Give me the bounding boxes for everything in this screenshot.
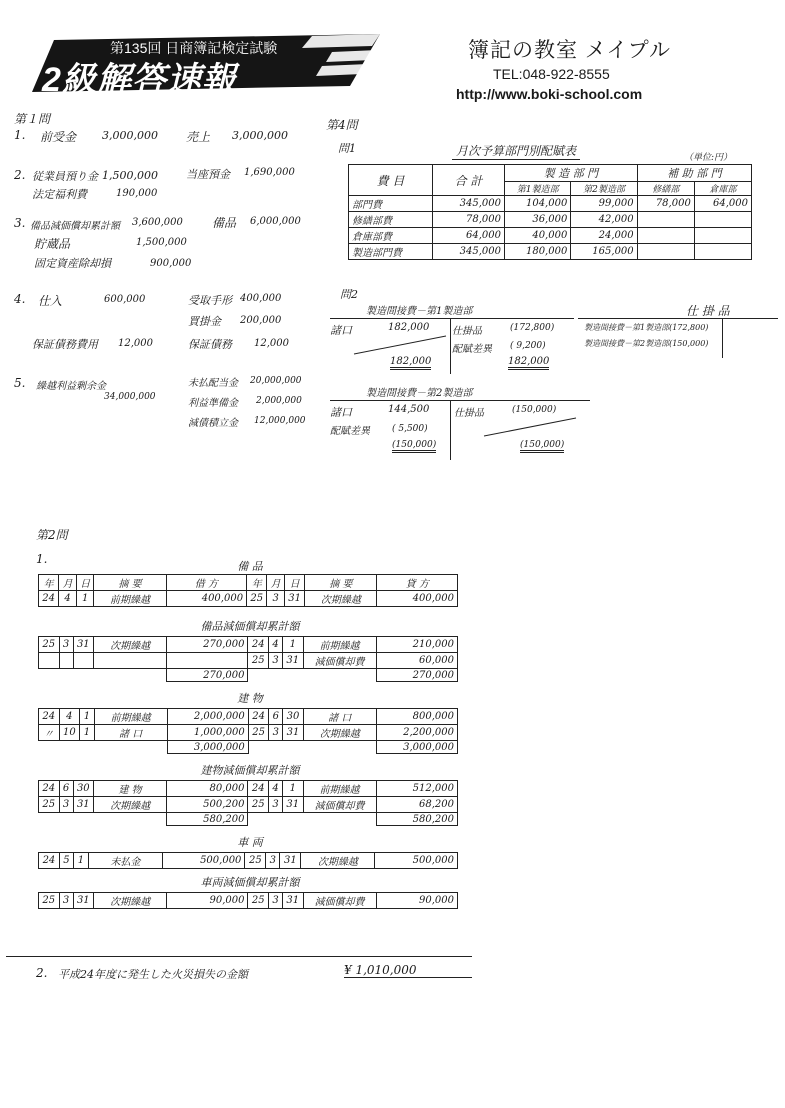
ledger-header-cell: 日 <box>284 575 304 591</box>
t-account-1-topline <box>330 318 574 319</box>
ledger-cell: 次期繰越 <box>94 637 167 653</box>
ledger-cell: 10 <box>59 725 80 741</box>
school-tel: TEL:048-922-8555 <box>493 66 610 82</box>
q1-debit-account: 仕入 <box>38 294 63 308</box>
ledger-table <box>38 780 458 826</box>
ledger-cell: 80,000 <box>167 781 248 797</box>
q1-debit-amount: 1,500,000 <box>102 169 158 182</box>
ledger-table <box>38 852 458 869</box>
table-row <box>39 781 458 797</box>
ledger-cell: 31 <box>284 591 304 607</box>
cell: 78,000 <box>433 212 505 228</box>
cell <box>694 212 751 228</box>
ledger-cell: 3 <box>269 893 283 909</box>
ledger-header-cell: 日 <box>76 575 94 591</box>
ledger-cell: 31 <box>282 653 303 669</box>
ledger-cell: 24 <box>39 591 59 607</box>
q1-credit-amount: 400,000 <box>240 293 282 304</box>
ledger-table <box>38 708 458 754</box>
ledger-cell: 減価償却費 <box>303 653 376 669</box>
t-account-1-title: 製造間接費－第1製造部 <box>366 306 473 317</box>
ledger-title: 建 物 <box>237 692 263 705</box>
sokuho-title: 2級解答速報 <box>42 61 237 99</box>
ledger-cell: 次期繰越 <box>305 591 377 607</box>
t-account-3-topline <box>578 318 778 319</box>
q1-credit-account: 買掛金 <box>188 315 221 328</box>
ledger-cell <box>39 653 60 669</box>
q4-part2-label: 問2 <box>340 288 358 301</box>
ledger-cell: 6 <box>59 781 73 797</box>
q1-credit-account: 利益準備金 <box>188 398 238 409</box>
ledger-header-cell: 貸 方 <box>377 575 458 591</box>
q1-credit-amount: 2,000,000 <box>256 396 302 406</box>
table-row <box>349 196 752 212</box>
t2-dr-label: 諸口 <box>330 406 352 419</box>
q1-credit-amount: 12,000 <box>254 338 289 349</box>
cell <box>694 244 751 260</box>
ledger-cell: 25 <box>245 853 266 869</box>
cell: 78,000 <box>637 196 694 212</box>
t1-cr1-amount: (172,800) <box>510 323 555 333</box>
table-row <box>349 244 752 260</box>
cell: 165,000 <box>571 244 637 260</box>
ledger-title: 車両減価償却累計額 <box>200 876 300 889</box>
ledger-cell: 3 <box>267 591 285 607</box>
q1-debit-account: 貯蔵品 <box>34 237 71 251</box>
t1-dr-amount: 182,000 <box>388 322 430 333</box>
q1-debit-amount: 3,600,000 <box>132 217 183 228</box>
ledger-cell: 2,000,000 <box>167 709 248 725</box>
hdr-shuzen: 修繕部 <box>637 182 694 196</box>
ledger-cell: 前期繰越 <box>94 591 166 607</box>
ledger-cell: 512,000 <box>376 781 457 797</box>
cell: 倉庫部費 <box>349 228 433 244</box>
ledger-header-cell: 月 <box>59 575 77 591</box>
ledger-cell: 31 <box>282 797 303 813</box>
ledger-header-cell: 年 <box>247 575 267 591</box>
cell: 345,000 <box>433 196 505 212</box>
allocation-table <box>348 164 752 260</box>
ledger-cell: 500,200 <box>167 797 248 813</box>
q1-credit-account: 未払配当金 <box>188 378 238 389</box>
t2-total-right: (150,000) <box>520 440 564 453</box>
ledger-cell: 1 <box>80 709 95 725</box>
ledger-cell: 減価償却費 <box>303 797 376 813</box>
cell: 180,000 <box>505 244 571 260</box>
ledger-cell: 次期繰越 <box>301 853 375 869</box>
cell: 製造部門費 <box>349 244 433 260</box>
ledger-header-row <box>39 575 458 591</box>
ledger-table <box>38 892 458 909</box>
hdr-total: 合 計 <box>433 165 505 196</box>
q1-item-no: 2. <box>14 168 26 182</box>
t-account-3-title: 仕 掛 品 <box>686 304 730 318</box>
ledger-total-row <box>39 813 458 826</box>
ledger-table <box>38 574 458 607</box>
ledger-total-right: 3,000,000 <box>376 741 457 754</box>
q2-part2-value: ¥ 1,010,000 <box>344 963 472 978</box>
ledger-cell: 800,000 <box>376 709 457 725</box>
ledger-cell: 25 <box>248 893 269 909</box>
q1-debit-account: 前受金 <box>40 130 77 144</box>
ledger-cell: 400,000 <box>166 591 246 607</box>
ledger-header-cell: 月 <box>267 575 285 591</box>
table-row <box>39 709 458 725</box>
ledger-cell: 90,000 <box>376 893 457 909</box>
ledger-cell: 4 <box>59 591 77 607</box>
t2-strike-line <box>482 416 578 438</box>
ledger-cell: 3 <box>269 797 283 813</box>
q1-credit-amount: 1,690,000 <box>244 167 295 178</box>
q1-item-no: 4. <box>14 292 26 306</box>
school-url[interactable]: http://www.boki-school.com <box>456 86 643 102</box>
hdr-hojo: 補 助 部 門 <box>637 165 751 182</box>
t-account-2-divider <box>450 400 451 460</box>
t3-line1: 製造間接費－第1製造部(172,800) <box>584 323 709 332</box>
exam-title: 第135回 日商簿記検定試験 <box>110 40 278 56</box>
t-account-2-title: 製造間接費－第2製造部 <box>366 388 473 399</box>
ledger-total-left: 270,000 <box>167 669 248 682</box>
q1-debit-amount: 600,000 <box>104 294 146 305</box>
ledger-cell: 5 <box>59 853 73 869</box>
q1-credit-account: 備品 <box>212 216 237 230</box>
table-row <box>39 725 458 741</box>
ledger-cell: 次期繰越 <box>303 725 376 741</box>
cell: 36,000 <box>505 212 571 228</box>
ledger-title: 車 両 <box>237 836 263 849</box>
q1-credit-account: 減債積立金 <box>188 418 238 429</box>
table-row <box>39 893 458 909</box>
q1-item-no: 1. <box>14 128 26 142</box>
q2-part2-no: 2. <box>36 966 48 980</box>
ledger-cell: 前期繰越 <box>94 709 167 725</box>
ledger-cell: 30 <box>73 781 94 797</box>
cell: 42,000 <box>571 212 637 228</box>
school-name: 簿記の教室 メイプル <box>468 39 671 62</box>
ledger-cell <box>94 653 167 669</box>
ledger-cell: 3 <box>59 637 73 653</box>
cell: 24,000 <box>571 228 637 244</box>
t1-dr-label: 諸口 <box>330 324 352 337</box>
ledger-cell: 24 <box>39 853 60 869</box>
ledger-cell: 270,000 <box>167 637 248 653</box>
ledger-total-row <box>39 741 458 754</box>
cell <box>637 244 694 260</box>
ledger-cell: 500,000 <box>162 853 245 869</box>
ledger-cell: 2,200,000 <box>376 725 457 741</box>
q1-debit-amount: 900,000 <box>150 258 192 269</box>
q1-credit-account: 売上 <box>186 130 211 144</box>
ledger-cell: 68,200 <box>376 797 457 813</box>
ledger-cell: 25 <box>248 797 269 813</box>
cell <box>694 228 751 244</box>
ledger-cell <box>73 653 94 669</box>
hdr-item: 費 目 <box>349 165 433 196</box>
q1-item-no: 5. <box>14 376 26 390</box>
ledger-cell: 1 <box>76 591 94 607</box>
table-row <box>39 653 458 669</box>
q1-credit-amount: 12,000,000 <box>254 416 306 426</box>
table-row <box>349 228 752 244</box>
ledger-title: 備品減価償却累計額 <box>200 620 300 633</box>
cell: 40,000 <box>505 228 571 244</box>
ledger-cell: 建 物 <box>94 781 167 797</box>
hdr-soko: 倉庫部 <box>694 182 751 196</box>
q1-debit-account: 固定資産除却損 <box>34 257 111 270</box>
ledger-cell: 1 <box>80 725 95 741</box>
ledger-cell: 24 <box>248 637 269 653</box>
ledger-cell: 25 <box>248 725 269 741</box>
ledger-cell: 前期繰越 <box>303 637 376 653</box>
ledger-cell: 前期繰越 <box>303 781 376 797</box>
ledger-cell: 1 <box>282 637 303 653</box>
ledger-cell: 6 <box>269 709 283 725</box>
q1-debit-account: 備品減価償却累計額 <box>30 221 120 232</box>
t2-dr-amount: 144,500 <box>388 404 430 415</box>
table-row <box>39 637 458 653</box>
hdr-seizo: 製 造 部 門 <box>505 165 638 182</box>
ledger-cell: 諸 口 <box>94 725 167 741</box>
ledger-cell: 25 <box>39 637 60 653</box>
hdr-seizo2: 第2製造部 <box>571 182 637 196</box>
ledger-cell <box>167 653 248 669</box>
ledger-header-cell: 摘 要 <box>305 575 377 591</box>
ledger-cell: 諸 口 <box>303 709 376 725</box>
t1-total-right: 182,000 <box>508 356 549 370</box>
table-row <box>39 591 458 607</box>
t1-strike-line <box>352 334 448 356</box>
q1-credit-amount: 20,000,000 <box>250 376 302 386</box>
ledger-cell: 24 <box>248 709 269 725</box>
ledger-title: 建物減価償却累計額 <box>200 764 300 777</box>
ledger-cell: 3 <box>266 853 280 869</box>
t2-cr1-amount: (150,000) <box>512 405 557 415</box>
t-account-2-topline <box>330 400 590 401</box>
t1-cr2-amount: ( 9,200) <box>510 341 546 351</box>
t2-dr2-label: 配賦差異 <box>330 426 370 437</box>
table-row <box>349 212 752 228</box>
q1-debit-account: 繰越利益剰余金 <box>36 381 106 392</box>
ledger-cell: 31 <box>280 853 301 869</box>
ledger-cell: 24 <box>248 781 269 797</box>
q4-title: 第4問 <box>326 118 358 132</box>
cell: 64,000 <box>433 228 505 244</box>
q1-item-no: 3. <box>14 216 26 230</box>
ledger-cell: 31 <box>283 725 304 741</box>
ledger-cell: 1 <box>282 781 303 797</box>
q2-part1-no: 1. <box>36 552 48 566</box>
table-row <box>39 797 458 813</box>
ledger-cell: 30 <box>283 709 304 725</box>
t1-cr2-label: 配賦差異 <box>452 344 492 355</box>
ledger-cell: 24 <box>39 709 60 725</box>
cell: 104,000 <box>505 196 571 212</box>
ledger-cell: 25 <box>39 893 60 909</box>
ledger-total-right: 580,200 <box>376 813 457 826</box>
ledger-cell: 24 <box>39 781 60 797</box>
ledger-cell: 500,000 <box>375 853 458 869</box>
ledger-total-row <box>39 669 458 682</box>
q1-credit-amount: 3,000,000 <box>232 129 288 142</box>
t1-cr1-label: 仕掛品 <box>452 326 482 337</box>
q1-debit-account: 従業員預り金 <box>32 170 98 183</box>
ledger-header-cell: 借 方 <box>166 575 246 591</box>
ledger-total-right: 270,000 <box>376 669 457 682</box>
ledger-cell: 25 <box>247 591 267 607</box>
t1-total-left: 182,000 <box>390 356 431 370</box>
ledger-cell <box>59 653 73 669</box>
ledger-cell: 400,000 <box>377 591 458 607</box>
ledger-cell: 31 <box>282 893 303 909</box>
allocation-table-unit: （単位:円） <box>684 153 733 163</box>
cell <box>637 212 694 228</box>
q1-debit-amount: 190,000 <box>116 188 158 199</box>
ledger-table <box>38 636 458 682</box>
ledger-cell: 60,000 <box>376 653 457 669</box>
q1-debit-amount: 1,500,000 <box>136 237 187 248</box>
t-account-1-divider <box>450 318 451 374</box>
q1-debit-amount: 3,000,000 <box>102 129 158 142</box>
ledger-cell: 3 <box>269 725 283 741</box>
table-row <box>39 853 458 869</box>
ledger-cell: 25 <box>39 797 60 813</box>
ledger-cell: 25 <box>248 653 269 669</box>
q1-credit-account: 受取手形 <box>188 294 232 307</box>
t2-dr2-amount: ( 5,500) <box>392 424 428 434</box>
q1-credit-account: 当座預金 <box>186 168 230 181</box>
q1-credit-amount: 6,000,000 <box>250 216 301 227</box>
ledger-cell: 3 <box>269 653 283 669</box>
cell: 修繕部費 <box>349 212 433 228</box>
cell: 64,000 <box>694 196 751 212</box>
ledger-cell: 次期繰越 <box>94 797 167 813</box>
ledger-cell: 未払金 <box>88 853 162 869</box>
ledger-cell: 4 <box>269 637 283 653</box>
ledger-cell: 4 <box>59 709 80 725</box>
ledger-cell: 〃 <box>39 725 60 741</box>
q1-credit-account: 保証債務 <box>188 338 232 351</box>
q2-part2-divider <box>6 956 472 957</box>
q1-title: 第１問 <box>14 112 51 126</box>
q1-credit-amount: 200,000 <box>240 315 282 326</box>
t2-total-left: (150,000) <box>392 440 436 453</box>
q1-debit-amount: 34,000,000 <box>104 392 156 402</box>
t3-line2: 製造間接費－第2製造部(150,000) <box>584 339 709 348</box>
cell: 345,000 <box>433 244 505 260</box>
ledger-header-cell: 摘 要 <box>94 575 166 591</box>
ledger-cell: 1,000,000 <box>167 725 248 741</box>
ledger-cell: 3 <box>59 893 73 909</box>
ledger-cell: 31 <box>73 893 94 909</box>
allocation-table-title: 月次予算部門別配賦表 <box>452 142 580 160</box>
ledger-cell: 4 <box>269 781 283 797</box>
ledger-total-left: 3,000,000 <box>167 741 248 754</box>
q1-debit-account: 法定福利費 <box>32 188 87 201</box>
ledger-cell: 減価償却費 <box>303 893 376 909</box>
ledger-cell: 31 <box>73 797 94 813</box>
ledger-cell: 3 <box>59 797 73 813</box>
q2-part2-label: 平成24年度に発生した火災損失の金額 <box>58 968 248 981</box>
cell: 部門費 <box>349 196 433 212</box>
ledger-header-cell: 年 <box>39 575 59 591</box>
cell <box>637 228 694 244</box>
q2-title: 第2問 <box>36 528 68 542</box>
q1-debit-amount: 12,000 <box>118 338 153 349</box>
hdr-seizo1: 第1製造部 <box>505 182 571 196</box>
ledger-total-left: 580,200 <box>167 813 248 826</box>
ledger-title: 備 品 <box>237 560 263 573</box>
cell: 99,000 <box>571 196 637 212</box>
t-account-3-divider <box>722 318 723 358</box>
ledger-cell: 90,000 <box>167 893 248 909</box>
ledger-cell: 1 <box>74 853 89 869</box>
ledger-cell: 次期繰越 <box>94 893 167 909</box>
ledger-cell: 31 <box>73 637 94 653</box>
q4-part1-label: 問1 <box>338 142 356 155</box>
t2-cr1-label: 仕掛品 <box>454 408 484 419</box>
q1-debit-account: 保証債務費用 <box>32 338 98 351</box>
ledger-cell: 210,000 <box>376 637 457 653</box>
